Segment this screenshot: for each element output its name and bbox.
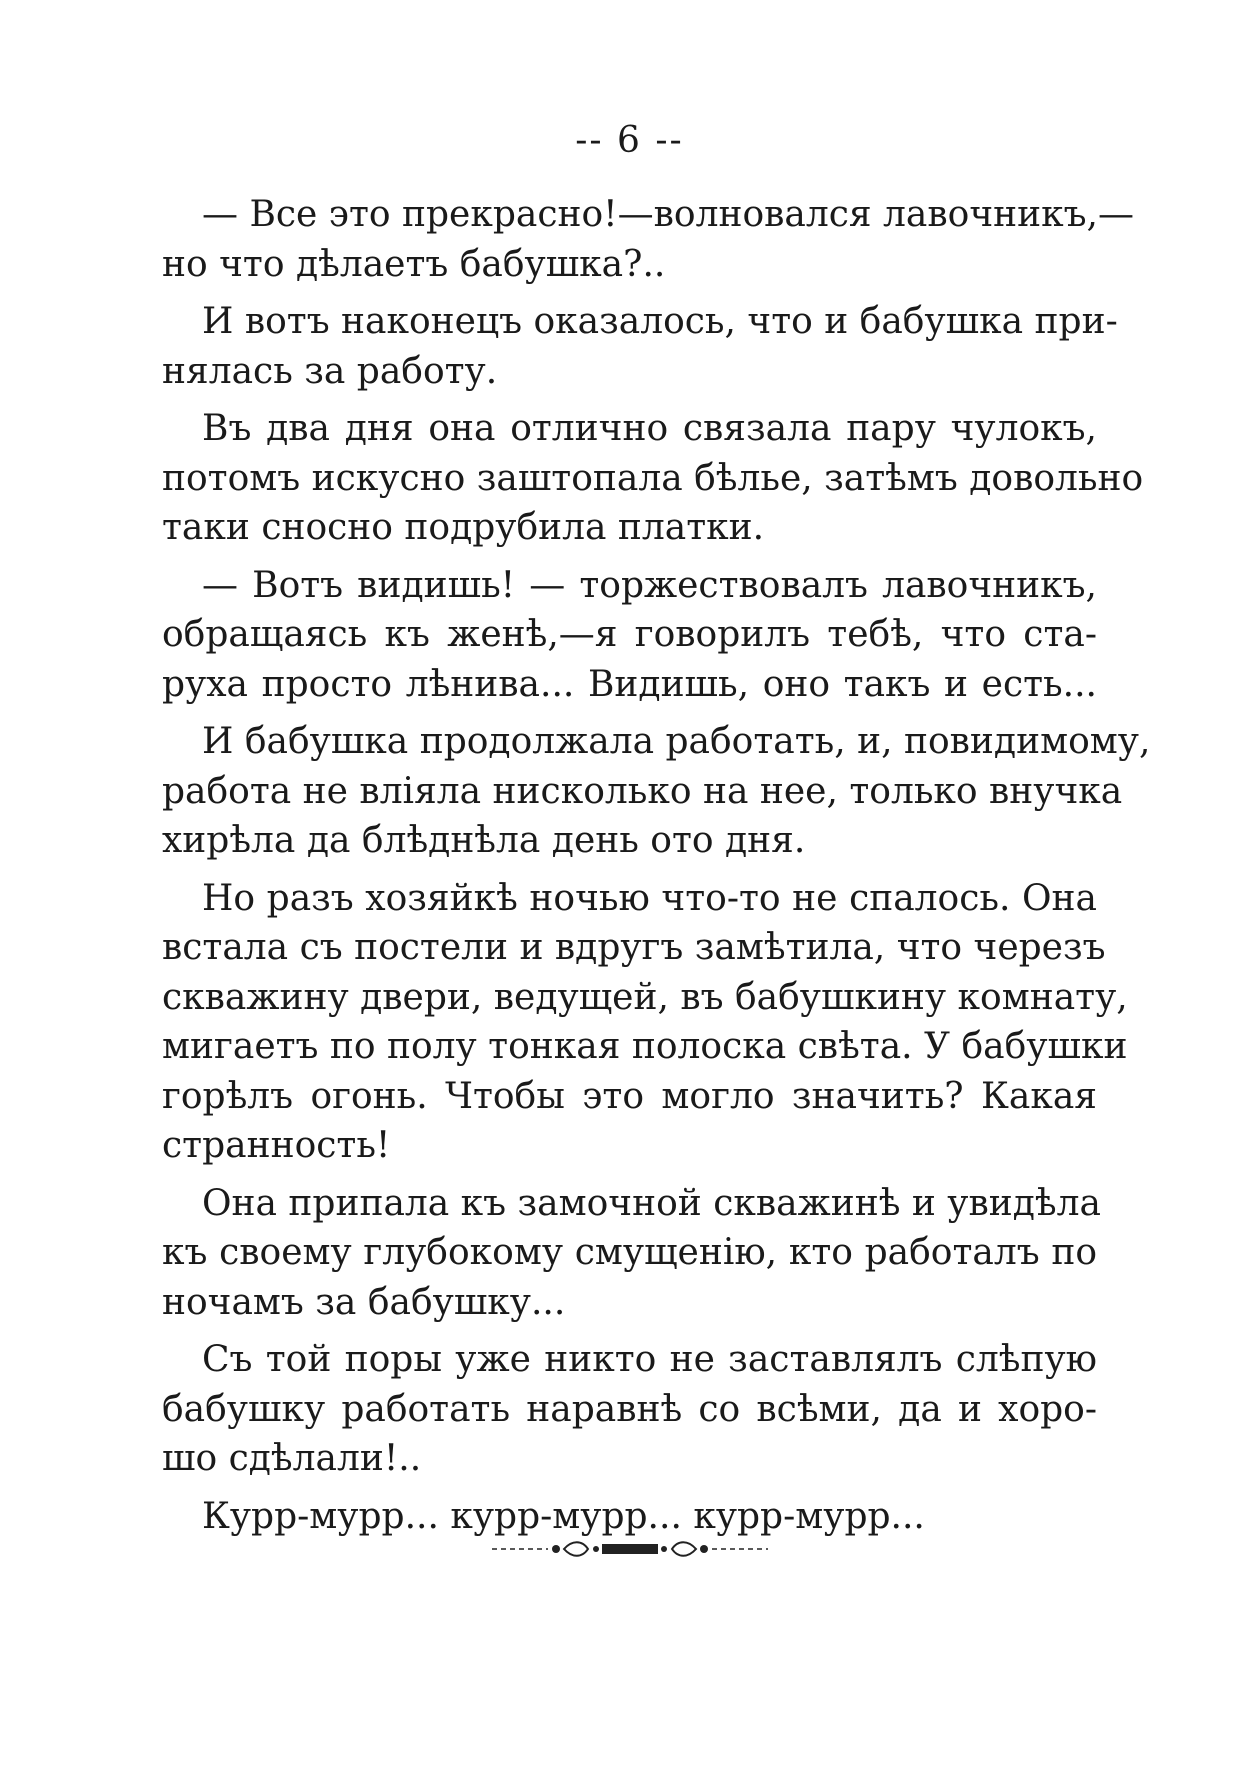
text-line: — Все это прекрасно!—волновался лавочникъ,— <box>202 194 1134 235</box>
text-line: нялась за работу. <box>162 350 498 392</box>
text-line: руха просто лѣнива... Видишь, оно такъ и есть... <box>162 663 1097 705</box>
paragraph <box>162 190 1134 289</box>
paragraph <box>162 1335 1097 1484</box>
text-line: таки сносно подрубила платки. <box>162 507 765 548</box>
text-line: скважину двери, ведущей, въ бабушкину комнату, <box>162 976 1128 1018</box>
text-line: шо сдѣлали!.. <box>162 1438 422 1479</box>
paragraph <box>162 561 1097 710</box>
page-number: -- 6 -- <box>575 120 684 161</box>
paragraph <box>162 874 1128 1171</box>
text-line: встала съ постели и вдругъ замѣтила, что черезъ <box>162 927 1106 968</box>
paragraph <box>162 297 1118 396</box>
text-line: Съ той поры уже никто не заставлялъ слѣпую <box>202 1339 1097 1380</box>
text-line: И вотъ наконецъ оказалось, что и бабушка при- <box>202 301 1118 342</box>
paragraph <box>162 717 1151 866</box>
text-line: ночамъ за бабушку... <box>162 1281 566 1323</box>
text-line: И бабушка продолжала работать, и, повидимому, <box>202 721 1151 762</box>
text-line: бабушку работать наравнѣ со всѣми, да и хоро- <box>162 1388 1097 1430</box>
text-line: работа не вліяла нисколько на нее, только внучка <box>162 770 1123 812</box>
text-line: Въ два дня она отлично связала пару чулокъ, <box>202 408 1097 449</box>
text-line: обращаясь къ женѣ,—я говорилъ тебѣ, что ста- <box>162 614 1097 655</box>
decorative-tailpiece-icon <box>0 1536 1259 1566</box>
text-line: потомъ искусно заштопала бѣлье, затѣмъ довольно <box>162 457 1144 499</box>
text-line: но что дѣлаетъ бабушка?.. <box>162 243 666 285</box>
text-line: Но разъ хозяйкѣ ночью что-то не спалось. Она <box>202 877 1097 919</box>
text-line: — Вотъ видишь! — торжествовалъ лавочникъ, <box>202 564 1097 606</box>
text-line: мигаетъ по полу тонкая полоска свѣта. У бабушки <box>162 1026 1128 1067</box>
paragraph <box>162 404 1144 553</box>
body-text <box>162 190 1151 1549</box>
text-line: хирѣла да блѣднѣла день ото дня. <box>162 820 806 861</box>
paragraph <box>162 1179 1101 1328</box>
text-line: Она припала къ замочной скважинѣ и увидѣла <box>202 1182 1101 1224</box>
text-line: горѣлъ огонь. Чтобы это могло значить? Какая <box>162 1075 1097 1117</box>
text-line: къ своему глубокому смущенію, кто работалъ по <box>162 1232 1097 1273</box>
text-line: Курр-мурр... курр-мурр... курр-мурр... <box>202 1495 925 1537</box>
text-line: странность! <box>162 1125 391 1166</box>
paragraph <box>162 1492 1097 1542</box>
